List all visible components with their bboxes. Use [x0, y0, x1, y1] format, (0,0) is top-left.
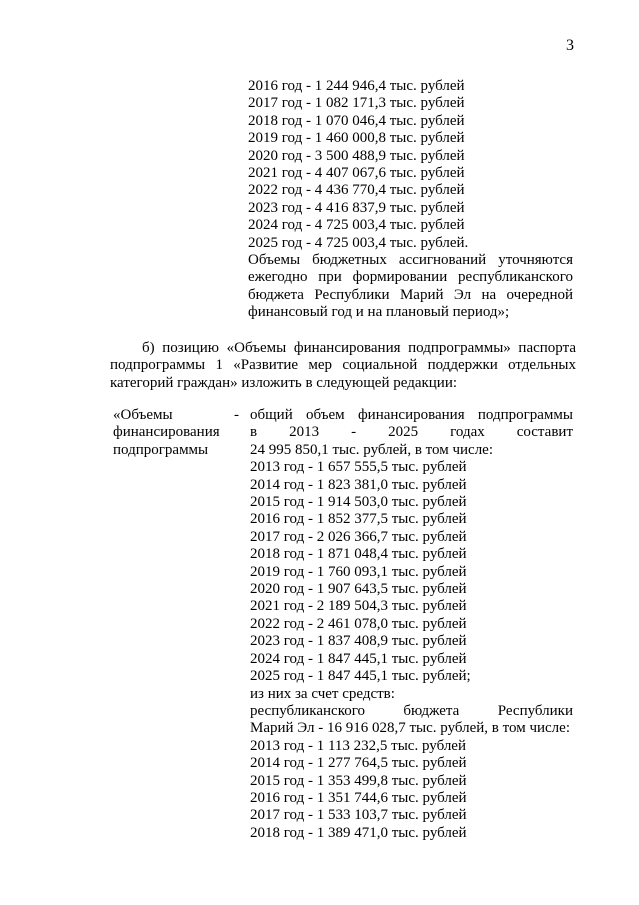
year-line: 2017 год - 1 082 171,3 тыс. рублей [248, 95, 465, 112]
republic-line: республиканского бюджета Республики [250, 702, 573, 719]
table-dash: - [234, 407, 239, 423]
year-line: 2013 год - 1 657 555,5 тыс. рублей [250, 459, 467, 476]
total-line: 24 995 850,1 тыс. рублей, в том числе: [250, 441, 494, 458]
continued-funding-block [248, 78, 573, 322]
note-line: Объемы бюджетных ассигнований уточняются [248, 252, 573, 269]
year-line: 2018 год - 1 070 046,4 тыс. рублей [248, 112, 465, 129]
year-line: 2016 год - 1 244 946,4 тыс. рублей [248, 78, 465, 94]
year-line: 2025 год - 1 847 445,1 тыс. рублей; [250, 668, 471, 685]
year-line: 2023 год - 1 837 408,9 тыс. рублей [250, 633, 467, 650]
republic-line: Марий Эл - 16 916 028,7 тыс. рублей, в том числе: [250, 720, 570, 737]
note-line: финансовый год и на плановый период»; [248, 304, 510, 321]
year-line: 2021 год - 4 407 067,6 тыс. рублей [248, 165, 465, 182]
year-line: 2025 год - 4 725 003,4 тыс. рублей. [248, 234, 469, 251]
year-line: 2020 год - 3 500 488,9 тыс. рублей [248, 147, 465, 164]
year-line: 2021 год - 2 189 504,3 тыс. рублей [250, 598, 467, 615]
year-line: 2014 год - 1 823 381,0 тыс. рублей [250, 476, 467, 493]
paragraph-line: подпрограммы 1 «Развитие мер социальной поддержки отдельных [110, 357, 576, 374]
year-line: 2024 год - 4 725 003,4 тыс. рублей [248, 217, 465, 234]
year-line: 2022 год - 4 436 770,4 тыс. рублей [248, 182, 465, 199]
source-label: из них за счет средств: [250, 685, 395, 702]
year-line: 2023 год - 4 416 837,9 тыс. рублей [248, 199, 465, 216]
label-line: подпрограммы [113, 441, 209, 458]
label-line: «Объемы [113, 407, 173, 423]
amendment-paragraph [110, 340, 576, 392]
year-line: 2022 год - 2 461 078,0 тыс. рублей [250, 615, 467, 632]
year-line: 2019 год - 1 460 000,8 тыс. рублей [248, 130, 465, 147]
total-line: общий объем финансирования подпрограммы [250, 407, 573, 423]
paragraph-line: б) позицию «Объемы финансирования подпрограммы» паспорта [142, 340, 576, 356]
year-line: 2015 год - 1 353 499,8 тыс. рублей [250, 772, 467, 789]
note-line: ежегодно при формировании республиканского [248, 269, 573, 286]
year-line: 2020 год - 1 907 643,5 тыс. рублей [250, 581, 467, 598]
year-line: 2018 год - 1 871 048,4 тыс. рублей [250, 546, 467, 563]
year-line: 2017 год - 2 026 366,7 тыс. рублей [250, 528, 467, 545]
page-number: 3 [566, 37, 574, 54]
note-line: бюджета Республики Марий Эл на очередной [248, 286, 573, 303]
table-label-cell [113, 407, 233, 459]
total-line: в 2013 - 2025 годах составит [250, 424, 573, 441]
year-line: 2015 год - 1 914 503,0 тыс. рублей [250, 494, 467, 511]
year-line: 2013 год - 1 113 232,5 тыс. рублей [250, 737, 466, 754]
label-line: финансирования [113, 424, 220, 441]
paragraph-line: категорий граждан» изложить в следующей редакции: [110, 374, 458, 391]
year-line: 2018 год - 1 389 471,0 тыс. рублей [250, 824, 467, 841]
year-line: 2016 год - 1 351 744,6 тыс. рублей [250, 789, 467, 806]
year-line: 2014 год - 1 277 764,5 тыс. рублей [250, 755, 467, 772]
year-line: 2017 год - 1 533 103,7 тыс. рублей [250, 807, 467, 824]
year-line: 2019 год - 1 760 093,1 тыс. рублей [250, 563, 467, 580]
year-line: 2016 год - 1 852 377,5 тыс. рублей [250, 511, 467, 528]
table-value-cell [250, 407, 573, 842]
year-line: 2024 год - 1 847 445,1 тыс. рублей [250, 650, 467, 667]
